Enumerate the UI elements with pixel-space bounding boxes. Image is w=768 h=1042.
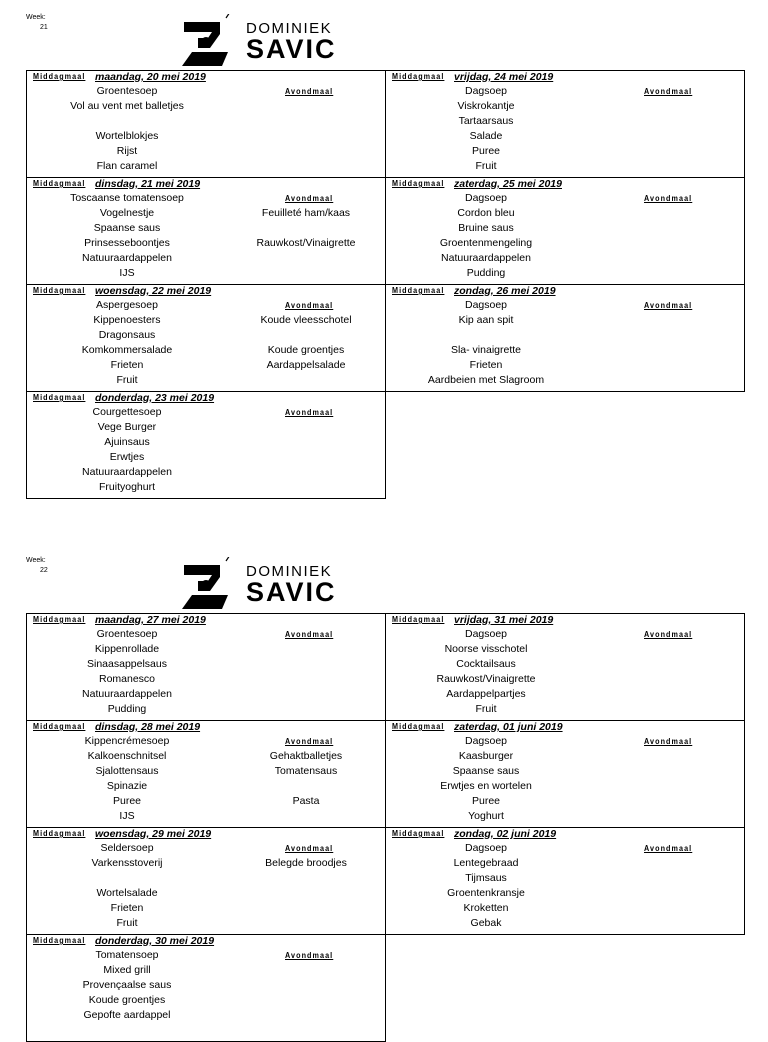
dominiek-savio-logo — [182, 557, 342, 609]
day-date: woensdag, 29 mei 2019 — [95, 828, 212, 840]
lunch-label: Middagmaal — [392, 829, 445, 838]
menu-item: Dagsoep — [464, 299, 508, 311]
week-header — [26, 13, 48, 33]
menu-item: Erwtjes en wortelen — [440, 780, 532, 792]
menu-item: Sla- vinaigrette — [450, 344, 522, 356]
day-cell — [385, 177, 745, 285]
dinner-label: Avondmaal — [644, 87, 693, 96]
logo-text-top: DOMINIEK — [246, 563, 333, 580]
lunch-menu — [27, 627, 227, 717]
menu-item — [27, 871, 227, 886]
menu-item: Frieten — [110, 902, 144, 914]
lunch-menu — [27, 191, 227, 281]
menu-item: Sjalottensaus — [95, 765, 159, 777]
menu-item — [227, 221, 385, 236]
menu-item: Tomatensaus — [274, 765, 338, 777]
day-date: vrijdag, 24 mei 2019 — [454, 71, 554, 83]
menu-item: Courgettesoep — [92, 406, 162, 418]
menu-item: IJS — [119, 267, 135, 279]
menu-item: Fruit — [475, 160, 497, 172]
menu-item: Prinsesseboontjes — [84, 237, 170, 249]
menu-item: Flan caramel — [96, 160, 158, 172]
day-cell — [26, 177, 386, 285]
dinner-menu — [227, 749, 385, 809]
menu-item: Wortelsalade — [96, 887, 158, 899]
day-date: dinsdag, 28 mei 2019 — [95, 721, 201, 733]
dinner-label: Avondmaal — [285, 737, 334, 746]
lunch-menu — [27, 405, 227, 495]
lunch-label: Middagmaal — [33, 72, 86, 81]
menu-item: Frieten — [110, 359, 144, 371]
menu-item: Dragonsaus — [98, 329, 156, 341]
menu-item — [27, 114, 227, 129]
dominiek-savio-logo — [182, 14, 342, 66]
menu-item: Noorse visschotel — [444, 643, 528, 655]
lunch-label: Middagmaal — [392, 615, 445, 624]
day-date: zaterdag, 25 mei 2019 — [454, 178, 562, 190]
menu-item: Rauwkost/Vinaigrette — [256, 237, 356, 249]
menu-item: IJS — [119, 810, 135, 822]
logo-mark-icon — [182, 14, 242, 66]
day-cell — [26, 391, 386, 499]
menu-item: Fruityoghurt — [98, 481, 156, 493]
day-date: zondag, 26 mei 2019 — [454, 285, 556, 297]
lunch-menu — [386, 84, 586, 174]
menu-item: Fruit — [475, 703, 497, 715]
menu-item: Groentesoep — [96, 85, 158, 97]
menu-item: Natuuraardappelen — [441, 252, 531, 264]
day-date: maandag, 20 mei 2019 — [95, 71, 206, 83]
menu-item: Koude groentjes — [267, 344, 345, 356]
menu-item: Cordon bleu — [457, 207, 515, 219]
dinner-label: Avondmaal — [285, 630, 334, 639]
menu-item: Rauwkost/Vinaigrette — [436, 673, 536, 685]
logo-text-top: DOMINIEK — [246, 20, 333, 37]
dinner-menu — [227, 206, 385, 251]
logo-text-bottom: SAVIC — [246, 34, 337, 64]
lunch-label: Middagmaal — [392, 722, 445, 731]
lunch-label: Middagmaal — [392, 179, 445, 188]
menu-item: Kroketten — [463, 902, 509, 914]
logo-mark-icon — [182, 557, 242, 609]
lunch-label: Middagmaal — [33, 936, 86, 945]
day-date: donderdag, 23 mei 2019 — [95, 392, 215, 404]
week-number: 21 — [40, 24, 48, 31]
menu-item: Belegde broodjes — [265, 857, 347, 869]
menu-item: Pasta — [292, 795, 320, 807]
lunch-label: Middagmaal — [33, 179, 86, 188]
menu-item: Fruit — [116, 374, 138, 386]
menu-item: Koude groentjes — [88, 994, 166, 1006]
lunch-menu — [27, 298, 227, 388]
menu-item: Tijmsaus — [465, 872, 507, 884]
menu-item: Puree — [471, 145, 501, 157]
menu-item: Gebak — [470, 917, 502, 929]
menu-item: Koude vleesschotel — [260, 314, 352, 326]
menu-item: Natuuraardappelen — [82, 688, 172, 700]
lunch-menu — [386, 298, 586, 388]
lunch-label: Middagmaal — [33, 286, 86, 295]
dinner-label: Avondmaal — [285, 301, 334, 310]
menu-item: Yoghurt — [468, 810, 504, 822]
menu-item — [227, 779, 385, 794]
menu-item: Tartaarsaus — [458, 115, 514, 127]
menu-item: Groentenmengeling — [439, 237, 533, 249]
menu-item: Feuilleté ham/kaas — [261, 207, 351, 219]
menu-item: Kaasburger — [458, 750, 514, 762]
menu-item — [227, 328, 385, 343]
menu-item: Natuuraardappelen — [82, 466, 172, 478]
day-cell — [26, 284, 386, 392]
day-cell — [26, 720, 386, 828]
dinner-label: Avondmaal — [644, 194, 693, 203]
lunch-label: Middagmaal — [33, 615, 86, 624]
menu-item: Dagsoep — [464, 192, 508, 204]
menu-item: Vogelnestje — [99, 207, 155, 219]
menu-item: Varkensstoverij — [91, 857, 163, 869]
dinner-label: Avondmaal — [644, 630, 693, 639]
day-cell — [26, 827, 386, 935]
menu-item: Komkommersalade — [81, 344, 173, 356]
menu-item: Puree — [112, 795, 142, 807]
menu-item — [386, 328, 586, 343]
day-cell — [26, 613, 386, 721]
week-number: 22 — [40, 567, 48, 574]
day-cell — [26, 70, 386, 178]
menu-item: Viskrokantje — [457, 100, 515, 112]
menu-item: Sinaasappelsaus — [87, 658, 167, 670]
menu-item: Ajuinsaus — [104, 436, 150, 448]
menu-item: Seldersoep — [100, 842, 154, 854]
menu-item: Frieten — [469, 359, 503, 371]
menu-item: Cocktailsaus — [456, 658, 516, 670]
lunch-menu — [386, 627, 586, 717]
lunch-label: Middagmaal — [392, 286, 445, 295]
day-cell — [26, 934, 386, 1042]
menu-item: Spaanse saus — [93, 222, 161, 234]
dinner-label: Avondmaal — [285, 951, 334, 960]
lunch-menu — [27, 84, 227, 174]
dinner-label: Avondmaal — [285, 844, 334, 853]
menu-item: Vege Burger — [97, 421, 157, 433]
menu-item: Groentenkransje — [447, 887, 525, 899]
day-cell — [385, 613, 745, 721]
menu-item: Toscaanse tomatensoep — [70, 192, 184, 204]
day-cell — [385, 720, 745, 828]
lunch-menu — [27, 948, 227, 1023]
lunch-menu — [386, 841, 586, 931]
dinner-label: Avondmaal — [285, 408, 334, 417]
menu-item: Wortelblokjes — [95, 130, 159, 142]
menu-item: Mixed grill — [103, 964, 151, 976]
dinner-menu — [227, 313, 385, 373]
day-date: dinsdag, 21 mei 2019 — [95, 178, 201, 190]
dinner-label: Avondmaal — [644, 737, 693, 746]
menu-item: Kippencrémesoep — [84, 735, 170, 747]
day-date: zondag, 02 juni 2019 — [454, 828, 557, 840]
menu-item: Kippenoesters — [93, 314, 161, 326]
week-header — [26, 556, 48, 576]
lunch-label: Middagmaal — [33, 393, 86, 402]
dinner-label: Avondmaal — [285, 87, 334, 96]
lunch-label: Middagmaal — [33, 829, 86, 838]
menu-item: Kalkoenschnitsel — [87, 750, 167, 762]
menu-item: Aspergesoep — [96, 299, 158, 311]
menu-item: Pudding — [107, 703, 147, 715]
menu-item: Gepofte aardappel — [83, 1009, 171, 1021]
dinner-label: Avondmaal — [644, 844, 693, 853]
menu-item: Gehaktballetjes — [269, 750, 343, 762]
day-cell — [385, 827, 745, 935]
day-date: maandag, 27 mei 2019 — [95, 614, 206, 626]
menu-item: Spinazie — [106, 780, 148, 792]
menu-item: Kip aan spit — [458, 314, 514, 326]
dinner-label: Avondmaal — [285, 194, 334, 203]
menu-item: Romanesco — [98, 673, 156, 685]
lunch-menu — [27, 841, 227, 931]
week-label: Week: — [26, 557, 46, 564]
day-cell — [385, 70, 745, 178]
lunch-menu — [386, 191, 586, 281]
menu-item: Dagsoep — [464, 628, 508, 640]
dinner-menu — [227, 856, 385, 871]
lunch-menu — [27, 734, 227, 824]
week-label: Week: — [26, 14, 46, 21]
menu-item: Salade — [469, 130, 503, 142]
menu-item: Vol au vent met balletjes — [70, 100, 184, 112]
menu-item: Erwtjes — [109, 451, 145, 463]
menu-item: Bruine saus — [458, 222, 514, 234]
day-date: vrijdag, 31 mei 2019 — [454, 614, 554, 626]
menu-item: Rijst — [116, 145, 138, 157]
menu-item: Aardappelpartjes — [446, 688, 526, 700]
menu-item: Dagsoep — [464, 735, 508, 747]
day-date: donderdag, 30 mei 2019 — [95, 935, 215, 947]
menu-item: Kippenrollade — [94, 643, 160, 655]
menu-item: Aardappelsalade — [266, 359, 346, 371]
logo-text-bottom: SAVIC — [246, 577, 337, 607]
menu-item: Spaanse saus — [452, 765, 520, 777]
menu-item: Puree — [471, 795, 501, 807]
day-cell — [385, 284, 745, 392]
lunch-label: Middagmaal — [392, 72, 445, 81]
menu-item: Groentesoep — [96, 628, 158, 640]
menu-item: Aardbeien met Slagroom — [427, 374, 545, 386]
menu-item: Tomatensoep — [95, 949, 159, 961]
lunch-label: Middagmaal — [33, 722, 86, 731]
dinner-label: Avondmaal — [644, 301, 693, 310]
menu-item: Natuuraardappelen — [82, 252, 172, 264]
menu-item: Lentegebraad — [453, 857, 519, 869]
menu-item: Pudding — [466, 267, 506, 279]
day-date: zaterdag, 01 juni 2019 — [454, 721, 563, 733]
menu-item: Fruit — [116, 917, 138, 929]
day-date: woensdag, 22 mei 2019 — [95, 285, 212, 297]
menu-item: Dagsoep — [464, 85, 508, 97]
menu-item: Provençaalse saus — [82, 979, 172, 991]
lunch-menu — [386, 734, 586, 824]
menu-item: Dagsoep — [464, 842, 508, 854]
